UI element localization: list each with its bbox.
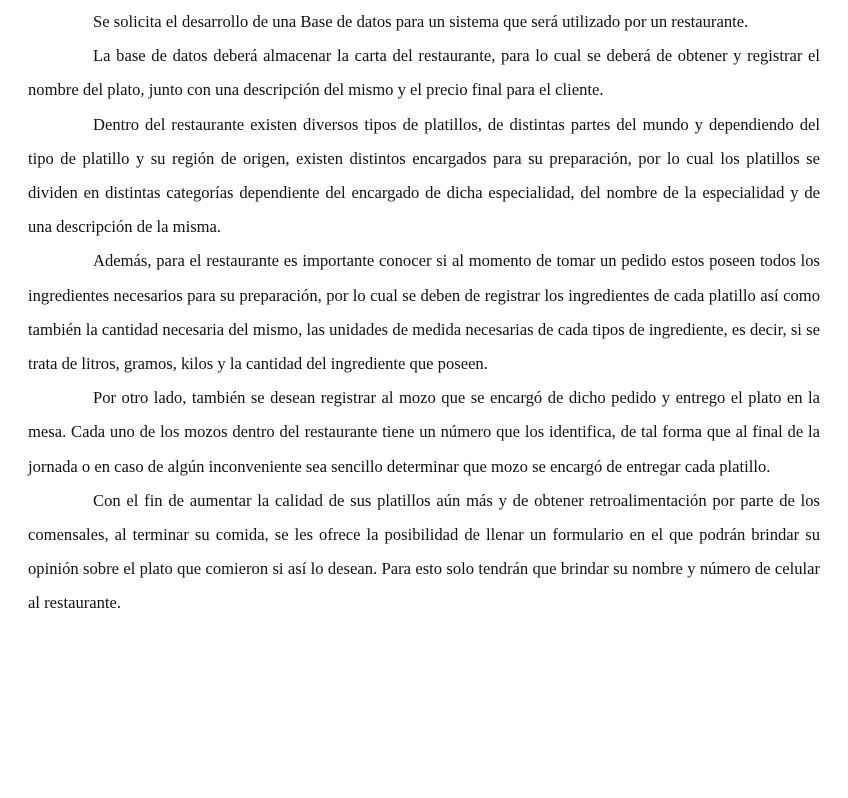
paragraph-ingredients: Además, para el restaurante es importante conocer si al momento de tomar un pedido estos poseen todos los ingredientes necesarios para su preparación, por lo cual se deben de registrar los ingredientes de cada platillo así como también la cantidad necesaria del mismo, las unidades de medida necesarias de cada tipos de ingrediente, es decir, si se trata de litros, gramos, kilos y la cantidad del ingrediente que poseen. [28, 251, 820, 374]
paragraph-menu: La base de datos deberá almacenar la carta del restaurante, para lo cual se deberá de obtener y registrar el nombre del plato, junto con una descripción del mismo y el precio final para el cliente. [28, 46, 820, 100]
paragraph-categories: Dentro del restaurante existen diversos tipos de platillos, de distintas partes del mundo y dependiendo del tipo de platillo y su región de origen, existen distintos encargados para su preparación, por lo cual los platillos se dividen en distintas categorías dependiente del encargado de dicha especialidad, del nombre de la especialidad y de una descripción de la misma. [28, 114, 820, 237]
paragraph-waiters: Por otro lado, también se desean registrar al mozo que se encargó de dicho pedido y entrego el plato en la mesa. Cada uno de los mozos dentro del restaurante tiene un número que los identifica, de tal forma que al final de la jornada o en caso de algún inconveniente sea sencillo determinar que mozo se encargó de entregar cada platillo. [28, 388, 820, 476]
paragraph-intro: Se solicita el desarrollo de una Base de datos para un sistema que será utilizado por un restaurante. [93, 12, 749, 31]
paragraph-feedback: Con el fin de aumentar la calidad de sus platillos aún más y de obtener retroalimentación por parte de los comensales, al terminar su comida, se les ofrece la posibilidad de llenar un formulario en el que podrán brindar su opinión sobre el plato que comieron si así lo desean. Para esto solo tendrán que brindar su nombre y número de celular al restaurante. [28, 490, 820, 613]
